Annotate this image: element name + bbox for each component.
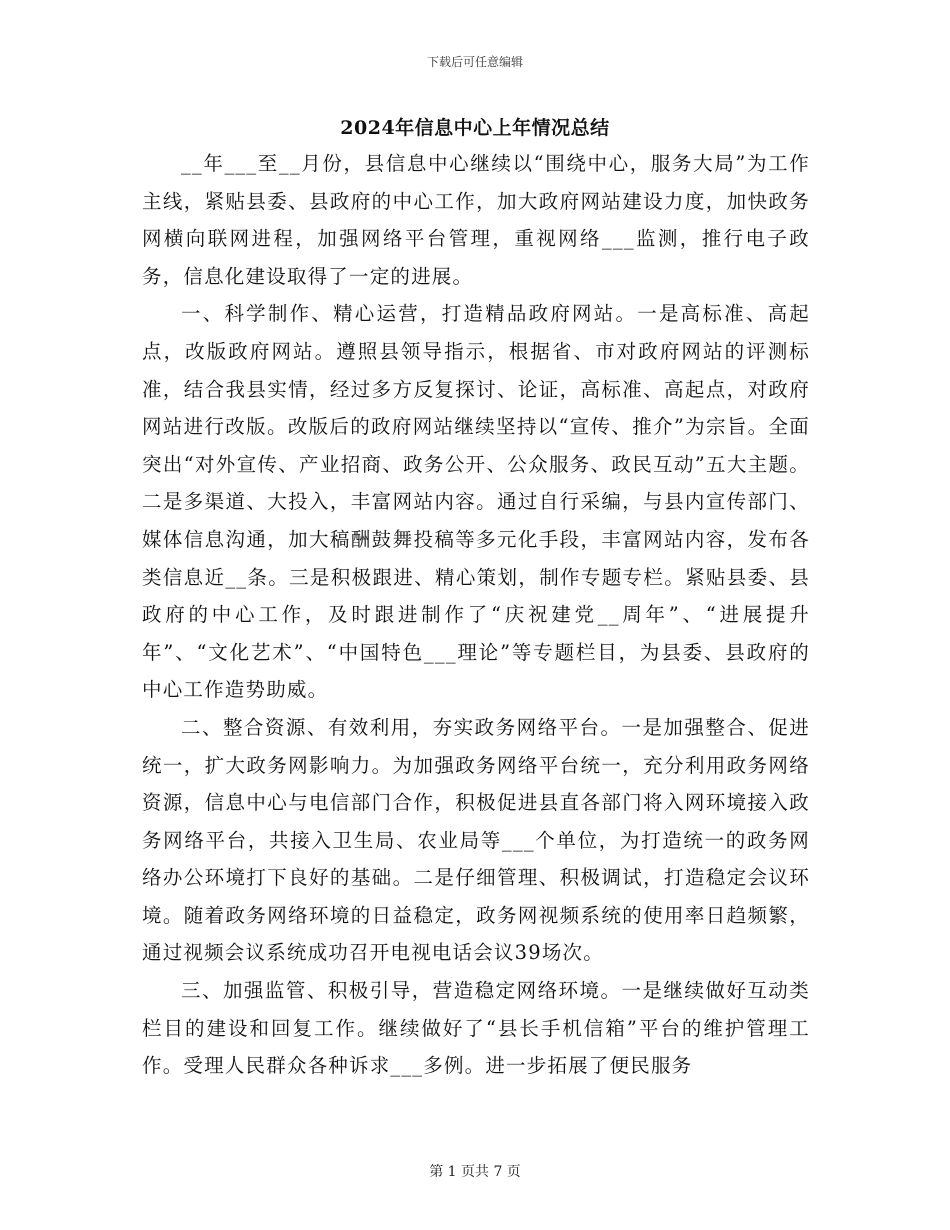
paragraph-section-2: 二、整合资源、有效利用，夯实政务网络平台。一是加强整合、促进统一，扩大政务网影响力。为加强政务网络平台统一，充分利用政务网络资源，信息中心与电信部门合作，积极促进县直各部门将入网环境接入政务网络平台，共接入卫生局、农业局等___个单位，为打造统一的政务网络办公环境打下良好的基础。二是仔细管理、积极调试，打造稳定会议环境。随着政务网络环境的日益稳定，政务网视频系统的使用率日趋频繁，通过视频会议系统成功召开电视电话会议39场次。 [142,715,810,965]
document-title: 2024年信息中心上年情况总结 [340,117,610,139]
document-body [142,145,810,1085]
header-note: 下载后可任意编辑 [426,55,523,69]
paragraph-section-1: 一、科学制作、精心运营，打造精品政府网站。一是高标准、高起点，改版政府网站。遵照县领导指示，根据省、市对政府网站的评测标准，结合我县实情，经过多方反复探讨、论证，高标准、高起点，对政府网站进行改版。改版后的政府网站继续坚持以“宣传、推介”为宗旨。全面突出“对外宣传、产业招商、政务公开、公众服务、政民互动”五大主题。二是多渠道、大投入，丰富网站内容。通过自行采编，与县内宣传部门、媒体信息沟通，加大稿酬鼓舞投稿等多元化手段，丰富网站内容，发布各类信息近__条。三是积极跟进、精心策划，制作专题专栏。紧贴县委、县政府的中心工作，及时跟进制作了“庆祝建党__周年”、“进展提升年”、“文化艺术”、“中国特色___理论”等专题栏目，为县委、县政府的中心工作造势助威。 [142,302,810,702]
page-number: 第 1 页共 7 页 [429,1164,521,1180]
paragraph-intro: __年___至__月份，县信息中心继续以“围绕中心，服务大局”为工作主线，紧贴县委、县政府的中心工作，加大政府网站建设力度，加快政务网横向联网进程，加强网络平台管理，重视网络___监测，推行电子政务，信息化建设取得了一定的进展。 [142,152,810,288]
paragraph-section-3: 三、加强监管、积极引导，营造稳定网络环境。一是继续做好互动类栏目的建设和回复工作。继续做好了“县长手机信箱”平台的维护管理工作。受理人民群众各种诉求___多例。进一步拓展了便民服务 [142,979,810,1078]
